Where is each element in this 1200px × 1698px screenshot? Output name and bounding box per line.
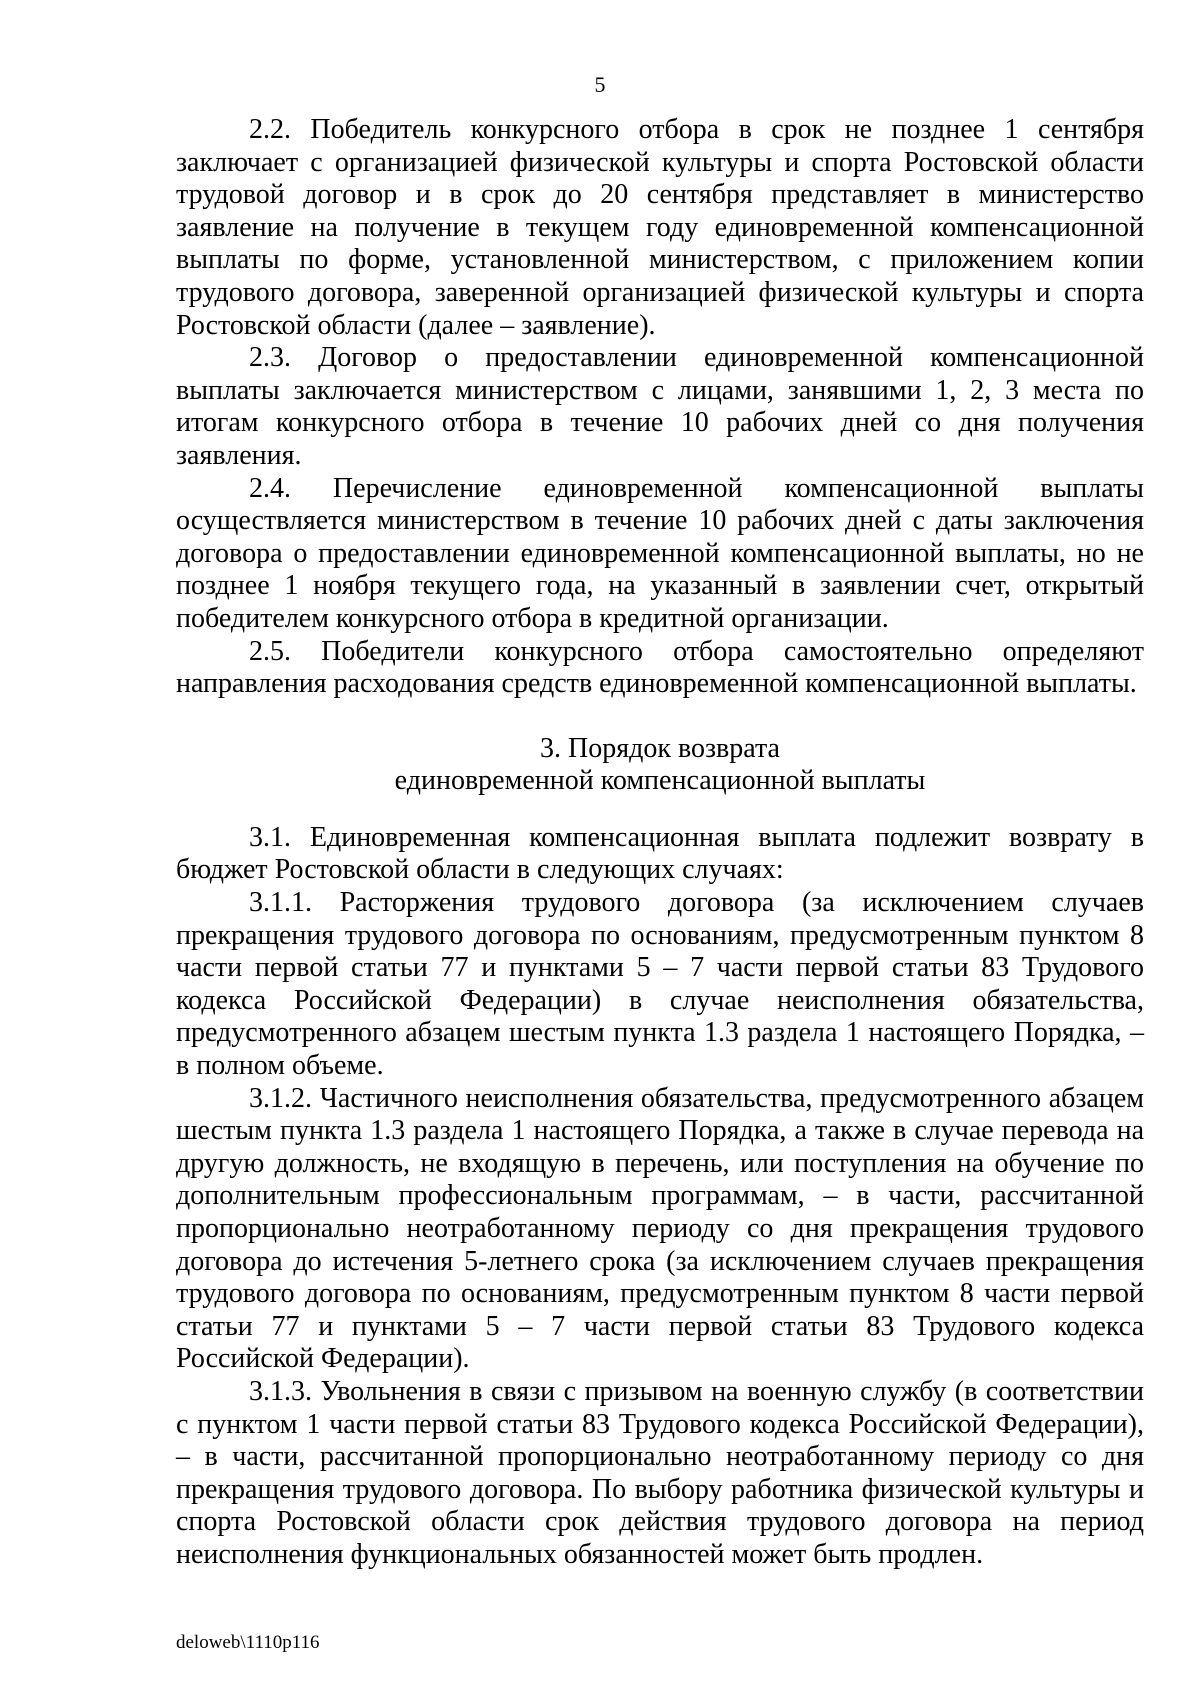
paragraph-2-4: 2.4. Перечисление единовременной компенсационной выплаты осуществляется министерством в течение 10 рабочих дней с даты заключения договора о предоставлении единовременной компенсационной выплаты, но не позднее 1 ноября текущего года, на указанный в заявлении счет, открытый победителем конкурсного отбора в кредитной организации. <box>176 472 1144 634</box>
section-heading-line-1: 3. Порядок возврата <box>540 732 780 764</box>
section-heading-line-2: единовременной компенсационной выплаты <box>394 765 926 797</box>
paragraph-2-5: 2.5. Победители конкурсного отбора самостоятельно определяют направления расходования средств единовременной компенсационной выплаты. <box>176 635 1144 700</box>
section-heading <box>176 733 1144 798</box>
paragraph-2-2: 2.2. Победитель конкурсного отбора в срок не позднее 1 сентября заключает с организацией физической культуры и спорта Ростовской области трудовой договор и в срок до 20 сентября представляет в министерство заявление на получение в текущем году единовременной компенсационной выплаты по форме, установленной министерством, с приложением копии трудового договора, заверенной организацией физической культуры и спорта Ростовской области (далее – заявление). <box>176 114 1144 341</box>
paragraph-3-1-3: 3.1.3. Увольнения в связи с призывом на военную службу (в соответствии с пунктом 1 части первой статьи 83 Трудового кодекса Российской Федерации), – в части, рассчитанной пропорционально неотработанному периоду со дня прекращения трудового договора. По выбору работника физической культуры и спорта Ростовской области срок действия трудового договора на период неисполнения функциональных обязанностей может быть продлен. <box>176 1375 1144 1570</box>
paragraph-3-1-2: 3.1.2. Частичного неисполнения обязательства, предусмотренного абзацем шестым пункта 1.3 раздела 1 настоящего Порядка, а также в случае перевода на другую должность, не входящую в перечень, или поступления на обучение по дополнительным профессиональным программам, – в части, рассчитанной пропорционально неотработанному периоду со дня прекращения трудового договора до истечения 5-летнего срока (за исключением случаев прекращения трудового договора по основаниям, предусмотренным пунктом 8 части первой статьи 77 и пунктами 5 – 7 части первой статьи 83 Трудового кодекса Российской Федерации). <box>176 1082 1144 1375</box>
paragraph-2-3: 2.3. Договор о предоставлении единовременной компенсационной выплаты заключается министерством с лицами, занявшими 1, 2, 3 места по итогам конкурсного отбора в течение 10 рабочих дней со дня получения заявления. <box>176 342 1144 471</box>
document-body <box>176 114 1144 1572</box>
paragraph-3-1: 3.1. Единовременная компенсационная выплата подлежит возврату в бюджет Ростовской области в следующих случаях: <box>176 821 1144 886</box>
footer-file-reference: deloweb\1110p116 <box>176 1632 320 1653</box>
page-number: 5 <box>594 72 606 97</box>
paragraph-3-1-1: 3.1.1. Расторжения трудового договора (за исключением случаев прекращения трудового договора по основаниям, предусмотренным пунктом 8 части первой статьи 77 и пунктами 5 – 7 части первой статьи 83 Трудового кодекса Российской Федерации) в случае неисполнения обязательства, предусмотренного абзацем шестым пункта 1.3 раздела 1 настоящего Порядка, – в полном объеме. <box>176 887 1144 1082</box>
